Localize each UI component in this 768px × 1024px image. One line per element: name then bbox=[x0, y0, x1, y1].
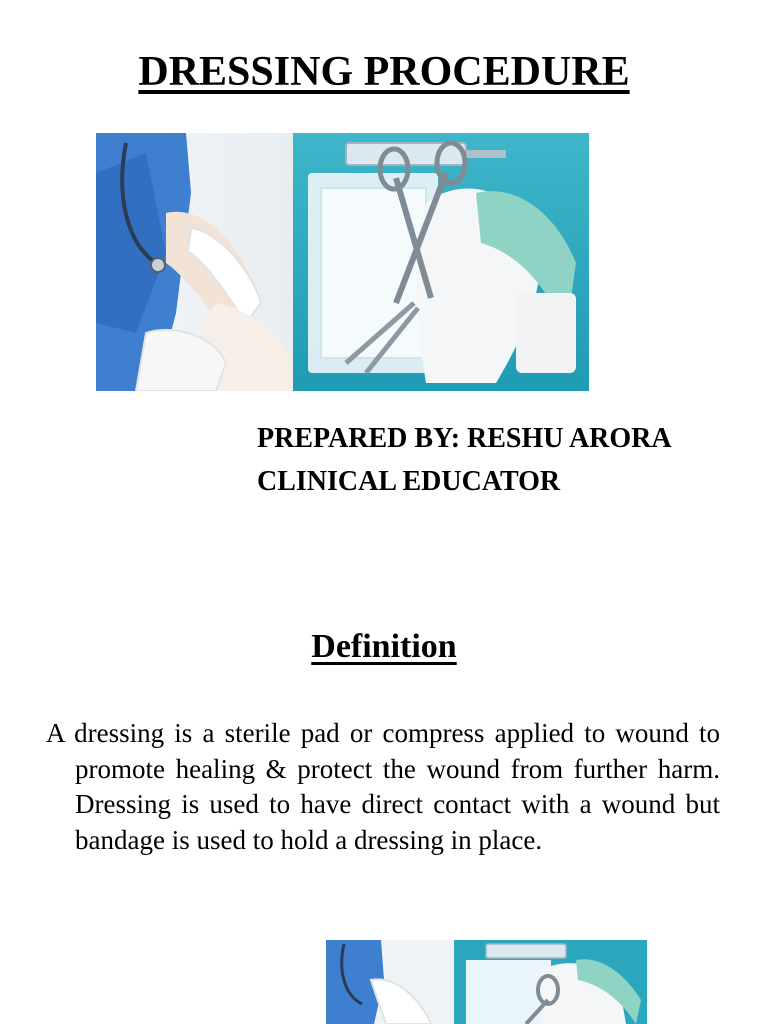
role-line: CLINICAL EDUCATOR bbox=[257, 466, 561, 497]
page-title: DRESSING PROCEDURE bbox=[138, 49, 630, 95]
prepared-by-line: PREPARED BY: RESHU ARORA bbox=[257, 423, 672, 454]
definition-paragraph: A dressing is a sterile pad or compress applied to wound to promote healing & protect the wound from further harm. Dressing is used to have direct contact with a wound but bandage is used to hold a dressing in place. bbox=[46, 718, 720, 855]
dressing-procedure-photo bbox=[96, 133, 589, 391]
dressing-procedure-photo-repeat bbox=[326, 940, 647, 1024]
definition-heading: Definition bbox=[311, 628, 457, 665]
